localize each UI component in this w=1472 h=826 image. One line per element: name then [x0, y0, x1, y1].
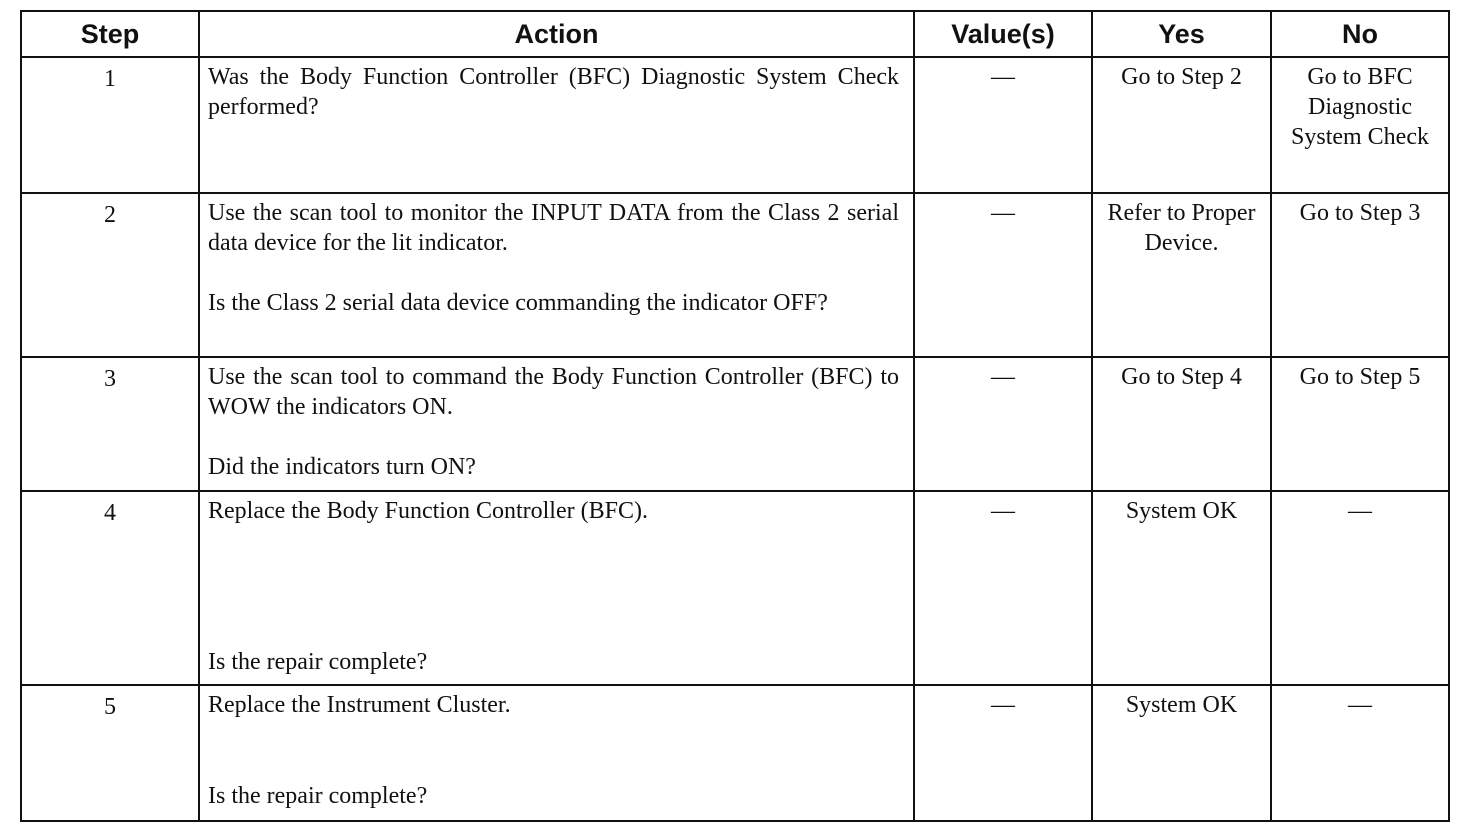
- no-cell: Go to Step 5: [1271, 357, 1449, 491]
- action-text: Use the scan tool to command the Body Function Controller (BFC) to WOW the indicators ON.: [208, 364, 899, 420]
- action-question: Is the repair complete?: [208, 649, 428, 675]
- yes-cell: Go to Step 2: [1092, 57, 1271, 193]
- yes-cell: Go to Step 4: [1092, 357, 1271, 491]
- header-no: No: [1271, 11, 1449, 57]
- value-cell: —: [914, 193, 1092, 357]
- header-value: Value(s): [914, 11, 1092, 57]
- action-question: Is the Class 2 serial data device commanding the indicator OFF?: [208, 290, 828, 316]
- header-action: Action: [199, 11, 914, 57]
- table-row: [21, 357, 1449, 491]
- table-row: [21, 193, 1449, 357]
- action-text: Was the Body Function Controller (BFC) Diagnostic System Check performed?: [208, 64, 899, 120]
- action-question: Is the repair complete?: [208, 783, 428, 809]
- value-cell: —: [914, 491, 1092, 685]
- action-cell: [199, 57, 914, 193]
- yes-cell: Refer to Proper Device.: [1092, 193, 1271, 357]
- step-number: 5: [21, 685, 199, 821]
- step-number: 2: [21, 193, 199, 357]
- yes-cell: System OK: [1092, 491, 1271, 685]
- table-row: [21, 685, 1449, 821]
- action-cell: [199, 193, 914, 357]
- no-cell: Go to Step 3: [1271, 193, 1449, 357]
- action-cell: [199, 491, 914, 685]
- step-number: 1: [21, 57, 199, 193]
- no-cell: —: [1271, 685, 1449, 821]
- action-text: Use the scan tool to monitor the INPUT DATA from the Class 2 serial data device for the lit indicator.: [208, 200, 899, 256]
- no-cell: —: [1271, 491, 1449, 685]
- value-cell: —: [914, 685, 1092, 821]
- diagnostic-table: [20, 10, 1450, 822]
- action-question: Did the indicators turn ON?: [208, 454, 476, 480]
- table-header-row: [21, 11, 1449, 57]
- table-row: [21, 491, 1449, 685]
- header-yes: Yes: [1092, 11, 1271, 57]
- action-text: Replace the Instrument Cluster.: [208, 692, 511, 718]
- header-step: Step: [21, 11, 199, 57]
- value-cell: —: [914, 57, 1092, 193]
- yes-cell: System OK: [1092, 685, 1271, 821]
- value-cell: —: [914, 357, 1092, 491]
- table-row: [21, 57, 1449, 193]
- action-cell: [199, 685, 914, 821]
- action-cell: [199, 357, 914, 491]
- no-cell: Go to BFC Diagnostic System Check: [1271, 57, 1449, 193]
- action-text: Replace the Body Function Controller (BFC).: [208, 498, 648, 524]
- step-number: 3: [21, 357, 199, 491]
- step-number: 4: [21, 491, 199, 685]
